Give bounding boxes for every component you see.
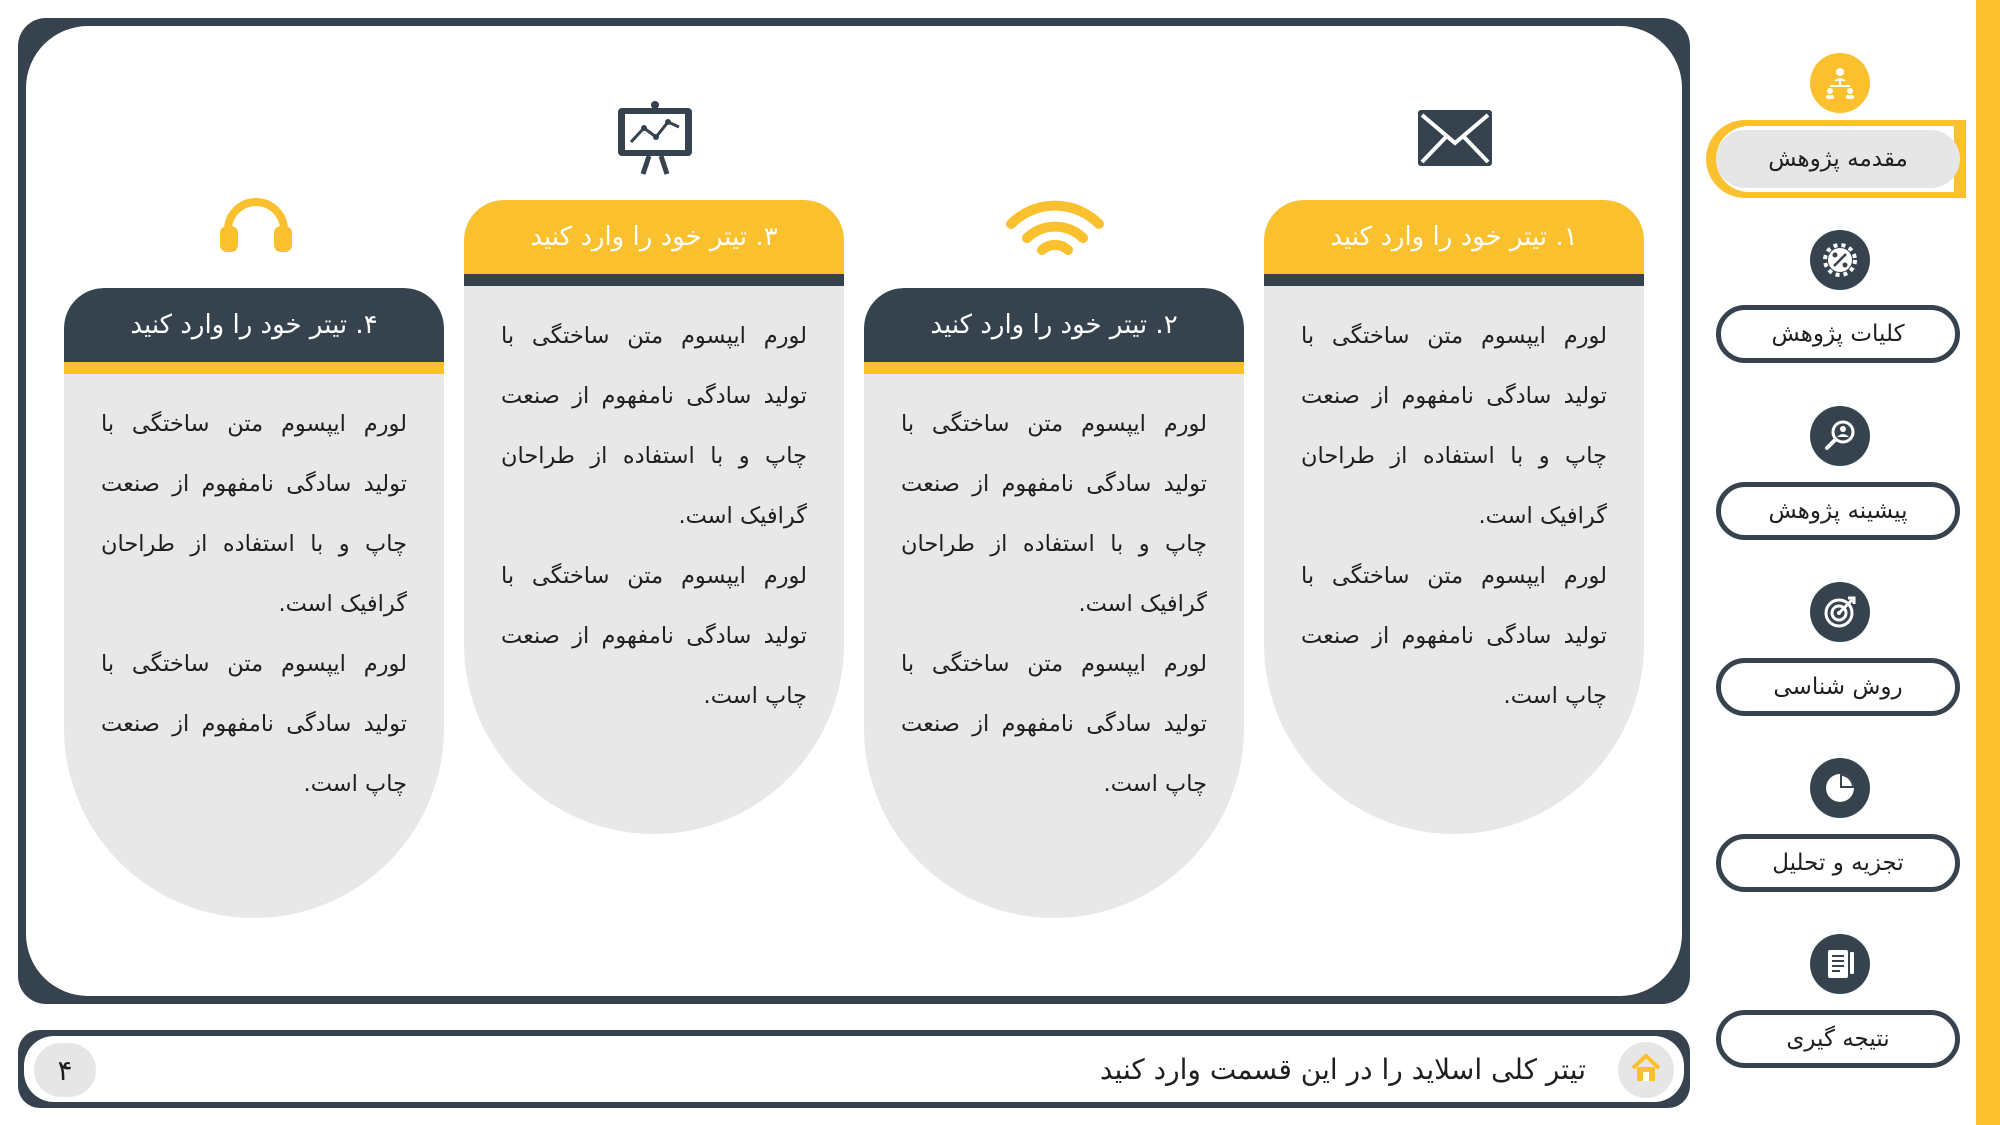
pie-chart-icon: [1810, 758, 1870, 818]
envelope-icon: [1418, 110, 1492, 170]
card-paragraph: لورم ایپسوم متن ساختگی با تولید سادگی نامفهوم از صنعت چاپ است.: [101, 651, 407, 797]
nav-accent-strip: [1976, 0, 2000, 1125]
card-divider: [1264, 274, 1644, 286]
card-paragraph: لورم ایپسوم متن ساختگی با تولید سادگی نامفهوم از صنعت چاپ و با استفاده از طراحان گرافیک است.: [1301, 323, 1607, 529]
nav-item-conclusion[interactable]: نتیجه گیری: [1716, 1010, 1960, 1068]
card-3: [464, 200, 844, 834]
wifi-icon: [1005, 198, 1105, 262]
network-people-icon: [1810, 53, 1870, 113]
footer-bar: [18, 1030, 1690, 1108]
card-title: ۱. تیتر خود را وارد کنید: [1264, 200, 1644, 274]
nav-item-overview[interactable]: کلیات پژوهش: [1716, 305, 1960, 363]
percent-gear-icon: [1810, 230, 1870, 290]
card-paragraph: لورم ایپسوم متن ساختگی با تولید سادگی نامفهوم از صنعت چاپ است.: [901, 651, 1207, 797]
card-paragraph: لورم ایپسوم متن ساختگی با تولید سادگی نامفهوم از صنعت چاپ است.: [501, 563, 807, 709]
nav-item-analysis[interactable]: تجزیه و تحلیل: [1716, 834, 1960, 892]
slide-title: تیتر کلی اسلاید را در این قسمت وارد کنید: [1099, 1052, 1586, 1086]
nav-item-introduction[interactable]: مقدمه پژوهش: [1716, 130, 1960, 188]
research-icon: [1810, 406, 1870, 466]
headphones-icon: [218, 196, 294, 258]
target-icon: [1810, 582, 1870, 642]
card-paragraph: لورم ایپسوم متن ساختگی با تولید سادگی نامفهوم از صنعت چاپ و با استفاده از طراحان گرافیک است.: [901, 411, 1207, 617]
card-1: [1264, 200, 1644, 834]
nav-item-methodology[interactable]: روش شناسی: [1716, 658, 1960, 716]
card-title: ۴. تیتر خود را وارد کنید: [64, 288, 444, 362]
home-button[interactable]: [1618, 1042, 1674, 1098]
card-divider: [464, 274, 844, 286]
card-paragraph: لورم ایپسوم متن ساختگی با تولید سادگی نامفهوم از صنعت چاپ است.: [1301, 563, 1607, 709]
card-4: [64, 288, 444, 918]
card-title: ۳. تیتر خود را وارد کنید: [464, 200, 844, 274]
card-2: [864, 288, 1244, 918]
page-number: ۴: [34, 1043, 96, 1097]
home-icon: [1630, 1053, 1662, 1087]
presentation-chart-icon: [616, 100, 694, 180]
report-icon: [1810, 934, 1870, 994]
card-paragraph: لورم ایپسوم متن ساختگی با تولید سادگی نامفهوم از صنعت چاپ و با استفاده از طراحان گرافیک است.: [501, 323, 807, 529]
card-title: ۲. تیتر خود را وارد کنید: [864, 288, 1244, 362]
card-paragraph: لورم ایپسوم متن ساختگی با تولید سادگی نامفهوم از صنعت چاپ و با استفاده از طراحان گرافیک است.: [101, 411, 407, 617]
card-divider: [64, 362, 444, 374]
card-divider: [864, 362, 1244, 374]
nav-item-literature[interactable]: پیشینه پژوهش: [1716, 482, 1960, 540]
